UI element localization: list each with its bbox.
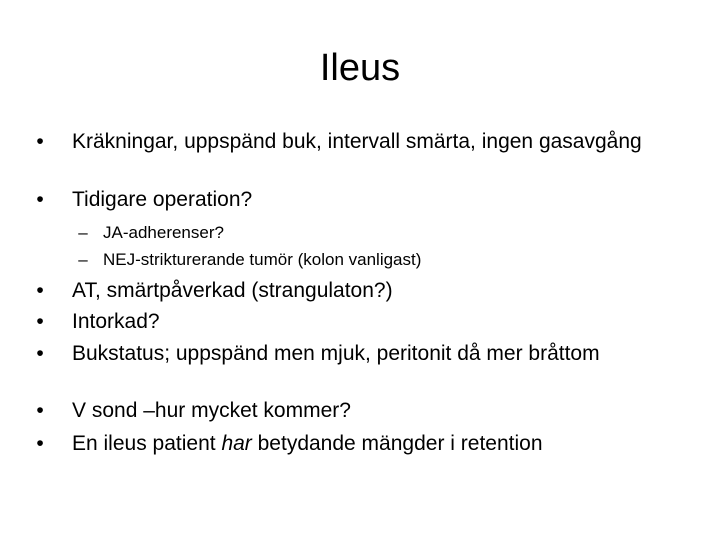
bullet-item (36, 188, 652, 211)
sub-bullet-item (78, 223, 663, 243)
bullet-marker: • (36, 399, 44, 422)
bullet-marker: • (36, 279, 44, 302)
bullet-marker: • (36, 130, 44, 153)
bullet-text-emphasis: har (221, 432, 252, 455)
bullet-text: Bukstatus; uppspänd men mjuk, peritonit då mer bråttom (72, 342, 600, 365)
bullet-text: Intorkad? (72, 310, 160, 333)
sub-bullet-text: JA-adherenser? (103, 223, 224, 242)
bullet-text: Kräkningar, uppspänd buk, intervall smärta, ingen gasavgång (72, 130, 642, 153)
bullet-item (36, 279, 652, 302)
bullet-item (36, 342, 652, 365)
bullet-text: Tidigare operation? (72, 188, 253, 211)
slide-title: Ileus (319, 47, 401, 89)
bullet-marker: • (36, 342, 44, 365)
bullet-item (36, 130, 652, 153)
bullet-item (36, 310, 652, 333)
sub-bullet-item (78, 250, 663, 270)
sub-bullet-marker: – (78, 223, 88, 242)
bullet-text (72, 432, 543, 455)
bullet-text-plain: En ileus patient (72, 432, 222, 455)
sub-bullet-marker: – (78, 250, 88, 269)
bullet-text-plain: betydande mängder i retention (251, 432, 543, 455)
bullet-text: AT, smärtpåverkad (strangulaton?) (72, 279, 393, 302)
bullet-marker: • (36, 310, 44, 333)
bullet-marker: • (36, 432, 44, 455)
sub-bullet-text: NEJ-strikturerande tumör (kolon vanligast) (103, 250, 422, 269)
bullet-text: V sond –hur mycket kommer? (72, 399, 351, 422)
bullet-item (36, 399, 652, 422)
bullet-item (36, 432, 652, 455)
bullet-marker: • (36, 188, 44, 211)
